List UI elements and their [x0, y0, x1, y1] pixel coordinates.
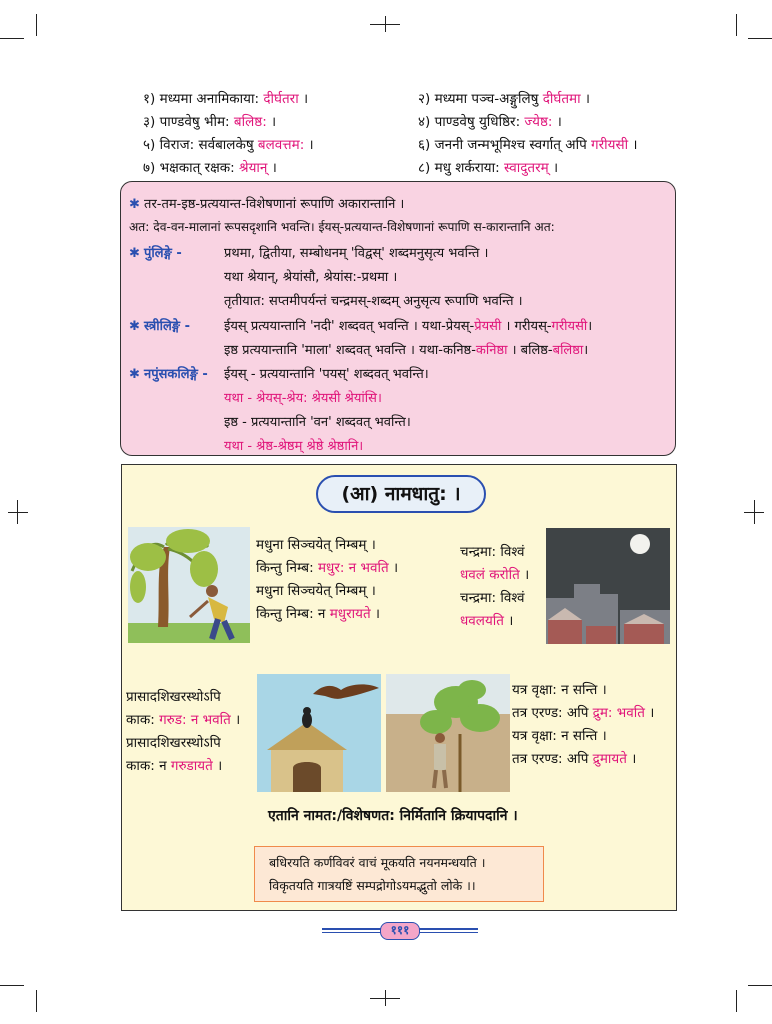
section-heading: (आ) नामधातु: । [316, 475, 486, 513]
rule-line: यथा - श्रेयस्-श्रेय: श्रेयसी श्रेयांसि। [224, 391, 382, 406]
illustration-crow-and-eagle [257, 674, 381, 792]
example-item: ५) विराज: सर्वबालकेषु बलवत्तम: । [143, 137, 314, 153]
crop-mark [17, 500, 18, 524]
crop-mark [736, 990, 737, 1012]
rule-line: ईयस् - प्रत्ययान्तानि 'पयस्' शब्दवत् भवन्ति। [224, 367, 429, 382]
verse-line: धवलयति । [460, 613, 514, 629]
illustration-castor-plant [386, 674, 510, 792]
star-icon: ✱ [129, 197, 145, 212]
rule-label-neuter: ✱ नपुंसकलिङ्गे - [129, 367, 208, 382]
verse-line: धवलं करोति । [460, 567, 530, 583]
verse-line: प्रासादशिखरस्थोऽपि [126, 689, 221, 705]
verse-line: काक: गरुड: न भवति । [126, 712, 241, 728]
star-icon: ✱ [129, 367, 145, 382]
example-item: ४) पाण्डवेषु युधिष्ठिर: ज्येष्ठ: । [418, 114, 562, 130]
example-item: ३) पाण्डवेषु भीम: बलिष्ठ: । [143, 114, 277, 130]
verse-line: तत्र एरण्ड: अपि द्रुम: भवति । [512, 705, 655, 721]
rule-line: ✱ तर-तम-इष्ठ-प्रत्ययान्त-विशेषणानां रूपाणि अकारान्तानि । [129, 197, 405, 212]
shloka-box [254, 846, 544, 902]
example-item: १) मध्यमा अनामिकाया: दीर्घतरा । [143, 91, 309, 107]
crop-mark [748, 38, 772, 39]
rule-line: प्रथमा, द्वितीया, सम्बोधनम् 'विद्वस्' शब्दमनुसृत्य भवन्ति । [224, 246, 489, 261]
rule-line: इष्ठ प्रत्ययान्तानि 'माला' शब्दवत् भवन्ति । यथा-कनिष्ठ-कनिष्ठा । बलिष्ठ-बलिष्ठा। [224, 343, 589, 358]
crop-mark [36, 990, 37, 1012]
example-item: २) मध्यमा पञ्च-अङ्गुलिषु दीर्घतमा । [418, 91, 591, 107]
verse-line: यत्र वृक्षा: न सन्ति । [512, 682, 607, 698]
crop-mark [385, 990, 386, 1006]
grammar-rules-box [120, 181, 676, 456]
shloka-line: बधिरयति कर्णविवरं वाचं मूकयति नयनमन्धयति । [269, 855, 486, 870]
example-item: ७) भक्षकात् रक्षक: श्रेयान् । [143, 160, 277, 176]
crop-mark [0, 985, 24, 986]
crop-mark [36, 14, 37, 36]
crop-mark [8, 512, 28, 513]
crop-mark [385, 16, 386, 32]
crop-mark [736, 14, 737, 36]
verse-line: चन्द्रमा: विश्वं [460, 544, 525, 560]
illustration-man-watering-tree [128, 527, 250, 643]
summary-line: एतानि नामत:/विशेषणत: निर्मितानि क्रियापदानि । [268, 808, 518, 824]
example-item: ६) जननी जन्मभूमिश्च स्वर्गात् अपि गरीयसी । [418, 137, 638, 153]
crop-mark [748, 985, 772, 986]
verse-line: किन्तु निम्ब: न मधुरायते । [256, 606, 381, 622]
page-number: १११ [380, 922, 420, 940]
rule-line: ईयस् प्रत्ययान्तानि 'नदी' शब्दवत् भवन्ति । यथा-प्रेयस्-प्रेयसी । गरीयस्-गरीयसी। [224, 319, 593, 334]
rule-line: यथा - श्रेष्ठ-श्रेष्ठम् श्रेष्ठे श्रेष्ठानि। [224, 439, 364, 454]
verse-line: तत्र एरण्ड: अपि द्रुमायते । [512, 751, 637, 767]
verse-line: मधुना सिञ्चयेत् निम्बम् । [256, 583, 376, 599]
verse-line: मधुना सिञ्चयेत् निम्बम् । [256, 537, 376, 553]
rule-label-feminine: ✱ स्त्रीलिङ्गे - [129, 319, 190, 334]
verse-line: किन्तु निम्ब: मधुर: न भवति । [256, 560, 399, 576]
shloka-line: विकृतयति गात्रयष्टिं सम्पद्रोगोऽयमद्भुतो लोके ।। [269, 878, 476, 893]
crop-mark [0, 38, 24, 39]
verse-line: प्रासादशिखरस्थोऽपि [126, 735, 221, 751]
star-icon: ✱ [129, 319, 145, 334]
star-icon: ✱ [129, 246, 145, 261]
crop-mark [754, 500, 755, 524]
verse-line: चन्द्रमा: विश्वं [460, 590, 525, 606]
page-number-ornament [322, 922, 478, 940]
verse-line: यत्र वृक्षा: न सन्ति । [512, 728, 607, 744]
illustration-moonlit-city [546, 528, 670, 644]
verse-line: काक: न गरुडायते । [126, 758, 223, 774]
rule-label-masculine: ✱ पुंलिङ्गे - [129, 246, 182, 261]
rule-line: इष्ठ - प्रत्ययान्तानि 'वन' शब्दवत् भवन्ति। [224, 415, 411, 430]
namadhatu-section [121, 464, 677, 911]
example-item: ८) मधु शर्कराया: स्वादुतरम् । [418, 160, 559, 176]
rule-line: तृतीयात: सप्तमीपर्यन्तं चन्द्रमस्-शब्दम् अनुसृत्य रूपाणि भवन्ति । [224, 294, 523, 309]
rule-line: अत: देव-वन-मालानां रूपसदृशानि भवन्ति। ईयस्-प्रत्ययान्त-विशेषणानां रूपाणि स-कारान्तानि अत: [129, 220, 555, 234]
rule-line: यथा श्रेयान्, श्रेयांसौ, श्रेयांस:-प्रथमा । [224, 270, 398, 285]
